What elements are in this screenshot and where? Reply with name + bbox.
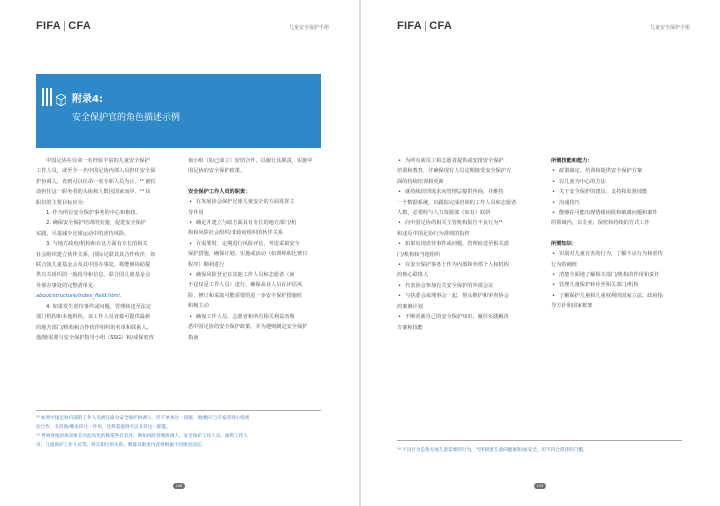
right-column-2 (551, 156, 691, 312)
logo-cfa-text: CFA (429, 20, 453, 32)
appendix-number: 附录4: (72, 94, 103, 105)
text-line: 程序）顺利进行 (188, 261, 225, 268)
footnote-line: ¹⁴ 不良行为是指无视儿童需要的行为，当所损害儿童的健康和/或安全，但不符合虐待的门槛。 (397, 448, 588, 453)
footnote-line: 切合作，支持他/她发挥这一作用，还将需提供可以支持这一职能。 (36, 425, 171, 430)
text-line: 询小组（如已成立）密切合作，以履行其职责，实施中 (188, 158, 313, 164)
text-line: 护协调人，直到可以任命一名专职人员为止。¹² 被任 (36, 178, 156, 185)
footnote-rule-left (36, 410, 321, 411)
text-line: 不仅仅是工作人员）进行，确保从业人员在评估风 (188, 282, 303, 289)
text-line: • 向中国足协的相关主管机构报告不良行为¹⁴ (397, 218, 541, 228)
text-line: 2. 确保安全保护培训的实施，促进安全保护 (46, 220, 146, 227)
text-line: 人数，必要时与人力资源部（如有）联络 (397, 210, 491, 217)
running-head-left: 儿童安全保护手册 (288, 25, 329, 31)
text-line: • 在安全保护事务上作为内部和外部个人和机构 (397, 260, 541, 270)
logo-separator: | (63, 20, 67, 32)
text-line: • 代表协会参加有关安全保护的外部会议 (397, 281, 541, 291)
text-line: 国足协的安全保护政策。 (188, 168, 246, 175)
logo-separator: | (424, 20, 428, 32)
text-line: • 以儿童为中心的方法 (551, 177, 691, 187)
text-line: 工作人员，或至少一名中国足协内部人员担任安全保 (36, 168, 156, 175)
text-line: • 在需要时，定期进行风险评估，考虑采取安全 (188, 239, 328, 249)
text-line: • 为所有新员工和志愿者提供或安排安全保护 (397, 156, 541, 166)
text-line[interactable]: about/structure/index_field.html. (36, 293, 122, 300)
text-line: 职位的主要目标应为： (36, 199, 88, 206)
text-line: • 能够在可能出现情绪困扰和敏感问题和案件 (551, 208, 691, 218)
text-line: 培训和教育，并确保现有人员定期接受安全保护方 (397, 168, 512, 175)
text-line: • 了解保护儿童和儿童权利的国家立法、政府指 (551, 291, 691, 301)
left-column-1 (36, 156, 176, 343)
page-number-right: 109 (534, 483, 546, 489)
footnotes-right (397, 446, 687, 455)
fifa-cfa-logo (36, 20, 91, 32)
left-page (0, 0, 359, 506)
text-line: 的案例计划 (397, 303, 423, 310)
text-line: 的地方部门/机构和合作伙伴组织的名单和联系人。 (36, 324, 152, 331)
running-head-right: 儿童安全保护手册 (649, 25, 690, 31)
text-line: • 确保风险登记在其他工作人员和志愿者（而 (188, 270, 328, 280)
text-line: 外部办事处的完整清单见： (36, 282, 99, 289)
text-line: • 识别对儿童有害的行为，了解不良行为和虐待 (551, 249, 691, 259)
appendix-title: 安全保护官的角色描述示例 (72, 113, 181, 123)
right-page (361, 0, 720, 506)
text-line: • 如果出现虐待事件或问题，管理转送至相关部 (397, 239, 541, 249)
text-line: • 确定并建立与政方面具有专长的地方部门/机 (188, 218, 328, 228)
right-column-1 (397, 156, 541, 333)
text-line: 命担任这一职务者的头衔和人数因国家而异。¹³ 该 (36, 189, 151, 196)
text-line: 行为的阈值 (551, 261, 577, 268)
text-line: 导作用 (188, 209, 204, 216)
text-line: 险、修订和采取可能需要的进一步安全保护措施时 (188, 292, 303, 299)
text-line: 构和风险社会组织/非政府组织的伙伴关系 (188, 230, 284, 237)
text-line: 中国足协在任命一名经验丰富的儿童安全保护 (46, 158, 150, 164)
text-line: 的核心联络人 (397, 272, 429, 279)
text-line: 联合国儿童基金会及其中国办事处，将能够协助提 (36, 262, 151, 269)
text-line: 安全保护工作人员的职责： (188, 188, 251, 195)
text-line: 指南 (188, 334, 199, 341)
text-line: • 确保工作人员、志愿者和所有相关利益者熟 (188, 312, 328, 322)
text-line: 所需知识： (551, 240, 577, 247)
text-line: 面的持续培训和更新 (397, 178, 444, 185)
text-line: • 管理儿童保护转诊至相关部门/机构 (551, 280, 691, 290)
text-line: • 在发展协会保护足球儿童安全的方面发挥主 (188, 197, 328, 207)
text-line: 的领域内，以专业、保密和持续的方式工作 (551, 220, 650, 227)
text-line: 4. 如果发生虐待事件或问题，管理转送至法定 (46, 303, 152, 310)
cube-icon (56, 94, 66, 106)
footnote-line: 员、儿童保护工作人员等。特定职位的头衔、数量及职责内容将根据不同情况而定。 (36, 443, 206, 448)
logo-fifa-text: FIFA (397, 20, 423, 32)
text-line: 和违反中国足协行为准则的指控 (397, 230, 470, 237)
text-line: 积极主动 (188, 303, 209, 310)
text-line: • 清楚全面地了解相关部门/机构的作用和责任 (551, 270, 691, 280)
text-line: 他/她需要与安全保护指导小组（SSG）和/或保密咨 (36, 334, 154, 341)
page-number-left: 108 (173, 483, 185, 489)
text-line: • 与执委会或理事会一起，帮头维护和审查协会 (397, 291, 541, 301)
left-column-2 (188, 156, 328, 343)
logo-cfa-text: CFA (68, 20, 92, 32)
text-line: 导方针和国家框架 (551, 303, 593, 310)
text-line: 社会组织建立伙伴关系，国际足联其其合作伙伴，如 (36, 251, 156, 258)
footnotes-left (36, 414, 326, 450)
text-line: 一个数据系统，以跟踪完成培训的工作人员和志愿者 (397, 199, 517, 206)
appendix-banner (36, 74, 321, 148)
text-line: 所需技能和能力： (551, 158, 593, 164)
footnote-line: ¹² 如果中国足协内部的工作人员被任命为安全保护协调人，但不单承这一问题，他/她应与专家咨询小组密 (36, 416, 250, 421)
text-line: 1. 作为所有安全保护事务的中心和枢纽。 (46, 210, 141, 217)
text-line: 方案和技能 (397, 324, 423, 331)
text-line: 门/机构和当地组织 (397, 251, 441, 258)
text-line: • 沟通技巧 (551, 198, 691, 208)
text-line: • 关于安全保护的建议、支持和监督技能 (551, 187, 691, 197)
logo-fifa-text: FIFA (36, 20, 62, 32)
text-line: • 不断更新自己的安全保护知识，履任实践解决 (397, 312, 541, 322)
footnote-rule-right (397, 440, 682, 441)
text-line: 3. 与地方政府/机构和在这方面有专长的相关 (46, 241, 148, 248)
text-line: 保护措施，确保计划、实施或活动（如训练和比赛日 (188, 251, 308, 258)
footnote-line: ¹³ 世界各地的体育协会对此角色的称谓各有差异，例如风险管理协调人、安全保护工作人员、福利工作人 (36, 434, 248, 439)
text-line: 部门机构和本地组织，该工作人员直接可提供最新 (36, 314, 151, 321)
stripes-icon (42, 88, 52, 106)
text-line: • 政策制定、培训和提供安全保护方案 (551, 166, 691, 176)
text-line: 供有关组织的一般指导和信息。联合国儿童基金会 (36, 272, 151, 279)
text-line: • 就持续培训需求向管理层提供咨询，并维持 (397, 187, 541, 197)
text-line: 悉中国足协的安全保护政策，并为遵则制定安全保护 (188, 324, 308, 331)
text-line: 实践，尽量减少足球运动中的虐待风险。 (36, 230, 130, 237)
fifa-cfa-logo-right (397, 20, 452, 32)
